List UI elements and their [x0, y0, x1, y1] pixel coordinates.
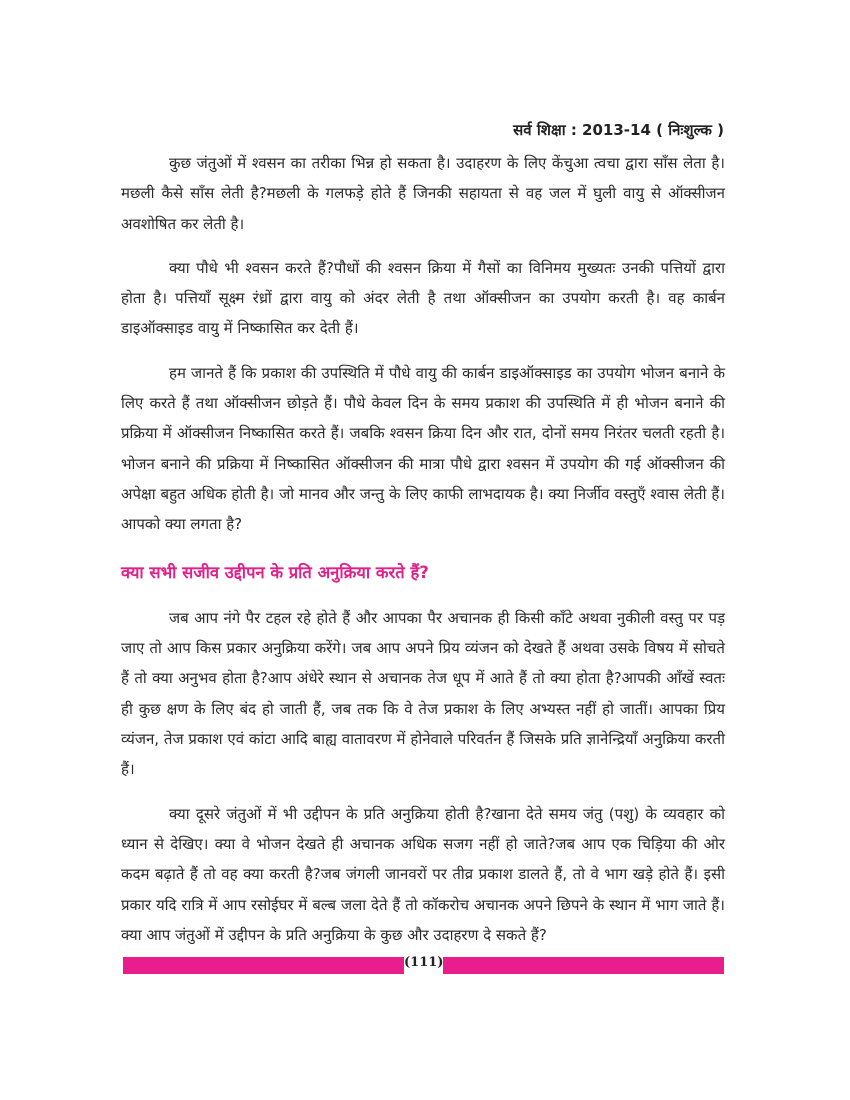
paragraph-respiration-plants: क्या पौधे भी श्वसन करते हैं?पौधों की श्वसन क्रिया में गैसों का विनिमय मुख्यतः उनकी पत्तियों द्वारा होता है। पत्तियाँ सूक्ष्म रंध्रों द्वारा वायु को अंदर लेती है तथा ऑक्सीजन का उपयोग करती है। वह कार्बन डाइऑक्साइड वायु में निष्कासित कर देती हैं।: [121, 258, 725, 338]
paragraph-stimulus-humans: जब आप नंगे पैर टहल रहे होते हैं और आपका पैर अचानक ही किसी काँटे अथवा नुकीली वस्तु पर पड़ जाए तो आप किस प्रकार अनुक्रिया करेंगे। जब आप अपने प्रिय व्यंजन को देखते हैं अथवा उसके विषय में सोचते हैं तो क्या अनुभव होता है?आप अंधेरे स्थान से अचानक तेज धूप में आते हैं तो क्या होता है?आपकी आँखें स्वतः ही कुछ क्षण के लिए बंद हो जाती हैं, जब तक कि वे तेज प्रकाश के लिए अभ्यस्त नहीं हो जातीं। आपका प्रिय व्यंजन, तेज प्रकाश एवं कांटा आदि बाह्य वातावरण में होनेवाले परिवर्तन हैं जिसके प्रति ज्ञानेन्द्रियाँ अनुक्रिया करती हैं।: [121, 608, 725, 779]
paragraph-stimulus-animals: क्या दूसरे जंतुओं में भी उद्दीपन के प्रति अनुक्रिया होती है?खाना देते समय जंतु (पशु) के व्यवहार को ध्यान से देखिए। क्या वे भोजन देखते ही अचानक अधिक सजग नहीं हो जाते?जब आप एक चिड़िया की ओर कदम बढ़ाते हैं तो वह क्या करती है?जब जंगली जानवरों पर तीव्र प्रकाश डालते हैं, तो वे भाग खड़े होते हैं। इसी प्रकार यदि रात्रि में आप रसोईघर में बल्ब जला देते हैं तो कॉकरोच अचानक अपने छिपने के स्थान में भाग जाते हैं। क्या आप जंतुओं में उद्दीपन के प्रति अनुक्रिया के कुछ और उदाहरण दे सकते हैं?: [121, 804, 725, 944]
running-header: सर्व शिक्षा : 2013-14 ( निःशुल्क ): [513, 121, 724, 139]
page-body: [121, 148, 725, 950]
footer-bar-right: [443, 957, 724, 974]
footer-bar-left: [123, 957, 404, 974]
page-number: (111): [404, 955, 444, 970]
section-heading: क्या सभी सजीव उद्दीपन के प्रति अनुक्रिया करते हैं?: [121, 562, 429, 582]
paragraph-respiration-animals: कुछ जंतुओं में श्वसन का तरीका भिन्न हो सकता है। उदाहरण के लिए केंचुआ त्वचा द्वारा साँस लेता है। मछली कैसे साँस लेती है?मछली के गलफड़े होते हैं जिनकी सहायता से वह जल में घुली वायु से ऑक्सीजन अवशोषित कर लेती है।: [121, 154, 725, 233]
paragraph-photosynthesis: हम जानते हैं कि प्रकाश की उपस्थिति में पौधे वायु की कार्बन डाइऑक्साइड का उपयोग भोजन बनाने के लिए करते हैं तथा ऑक्सीजन छोड़ते हैं। पौधे केवल दिन के समय प्रकाश की उपस्थिति में ही भोजन बनाने की प्रक्रिया में ऑक्सीजन निष्कासित करते हैं। जबकि श्वसन क्रिया दिन और रात, दोनों समय निरंतर चलती रहती है। भोजन बनाने की प्रक्रिया में निष्कासित ऑक्सीजन की मात्रा पौधे द्वारा श्वसन में उपयोग की गई ऑक्सीजन की अपेक्षा बहुत अधिक होती है। जो मानव और जन्तु के लिए काफी लाभदायक है। क्या निर्जीव वस्तुएँ श्वास लेती हैं। आपको क्या लगता है?: [121, 363, 725, 534]
